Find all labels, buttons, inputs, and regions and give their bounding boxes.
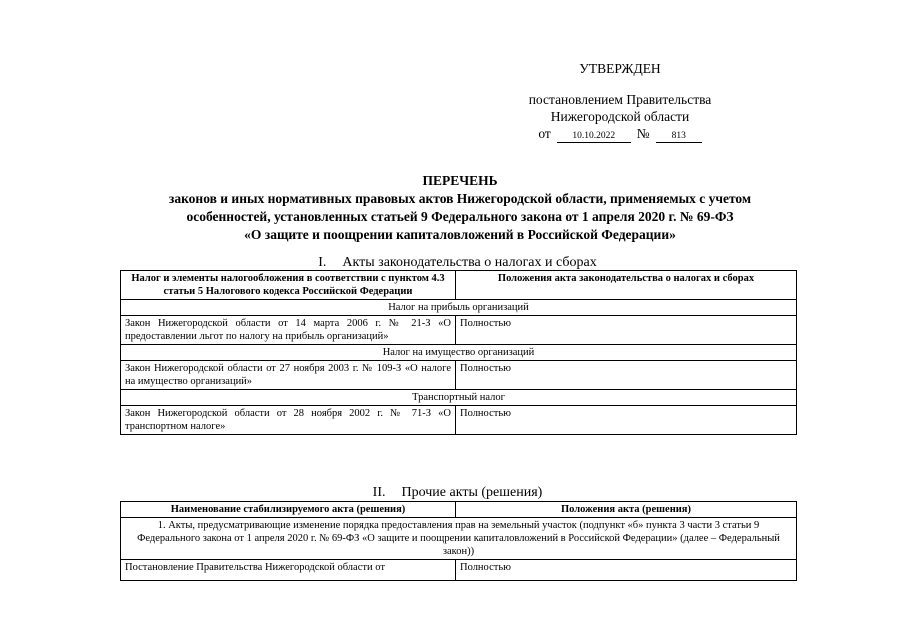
- heading-title: ПЕРЕЧЕНЬ: [422, 173, 498, 188]
- table-header-row: [121, 271, 797, 300]
- provisions-cell: Полностью: [456, 316, 797, 345]
- section-2-title: [120, 485, 795, 501]
- provisions-cell: Полностью: [456, 406, 797, 435]
- approval-number: 813: [656, 131, 702, 143]
- heading-line-2: особенностей, установленных статьей 9 Федерального закона от 1 апреля 2020 г. № 69-ФЗ: [186, 209, 734, 224]
- act-cell: Закон Нижегородской области от 14 марта 2006 г. № 21-З «О предоставлении льгот по налогу на прибыль организаций»: [121, 316, 456, 345]
- table-row: [121, 361, 797, 390]
- approval-line-1: постановлением Правительства: [528, 92, 712, 107]
- header-stabilized-act: Наименование стабилизируемого акта (решения): [121, 502, 456, 518]
- group-property-tax: Налог на имущество организаций: [121, 345, 797, 361]
- table-row: [121, 316, 797, 345]
- header-tax-elements: Налог и элементы налогообложения в соответствии с пунктом 4.3 статьи 5 Налогового кодекса Российской Федерации: [121, 271, 456, 300]
- number-sign: №: [636, 126, 650, 141]
- heading-line-3: «О защите и поощрении капиталовложений в Российской Федерации»: [244, 227, 676, 242]
- section-1-name: Акты законодательства о налогах и сборах: [342, 255, 597, 270]
- header-provisions: Положения акта законодательства о налогах и сборах: [456, 271, 797, 300]
- act-cell: Закон Нижегородской области от 27 ноября 2003 г. № 109-З «О налоге на имущество организаций»: [121, 361, 456, 390]
- group-transport-tax: Транспортный налог: [121, 390, 797, 406]
- approval-date-line: [510, 125, 730, 143]
- group-row: [121, 390, 797, 406]
- approval-date: 10.10.2022: [557, 131, 631, 143]
- other-acts-table: [120, 501, 797, 581]
- section-2-number: II.: [372, 485, 386, 500]
- act-cell: Закон Нижегородской области от 28 ноября 2002 г. № 71-З «О транспортном налоге»: [121, 406, 456, 435]
- table-header-row: [121, 502, 797, 518]
- group-row: [121, 345, 797, 361]
- table-row: [121, 560, 797, 581]
- tax-acts-table: [120, 270, 797, 435]
- group-row: [121, 300, 797, 316]
- group-land-acts: 1. Акты, предусматривающие изменение порядка предоставления прав на земельный участок (подпункт «б» пункта 3 части 3 статьи 9 Федерального закона от 1 апреля 2020 г. № 69-ФЗ «О защите и поощрении капиталовложений в Российской Федерации» (далее – Федеральный закон)): [121, 518, 797, 560]
- approval-block: [510, 60, 730, 143]
- table-row: [121, 406, 797, 435]
- date-prefix: от: [538, 126, 551, 141]
- provisions-cell: Полностью: [456, 560, 797, 581]
- header-act-provisions: Положения акта (решения): [456, 502, 797, 518]
- group-row: [121, 518, 797, 560]
- section-2-name: Прочие акты (решения): [401, 485, 543, 500]
- document-heading: [110, 172, 810, 244]
- heading-line-1: законов и иных нормативных правовых актов Нижегородской области, применяемых с учетом: [168, 191, 752, 206]
- approval-line-2: Нижегородской области: [550, 109, 690, 124]
- approval-title: УТВЕРЖДЕН: [579, 61, 661, 76]
- provisions-cell: Полностью: [456, 361, 797, 390]
- section-1-title: [120, 255, 795, 271]
- group-profit-tax: Налог на прибыль организаций: [121, 300, 797, 316]
- section-1-number: I.: [318, 255, 327, 270]
- act-cell: Постановление Правительства Нижегородской области от: [121, 560, 456, 581]
